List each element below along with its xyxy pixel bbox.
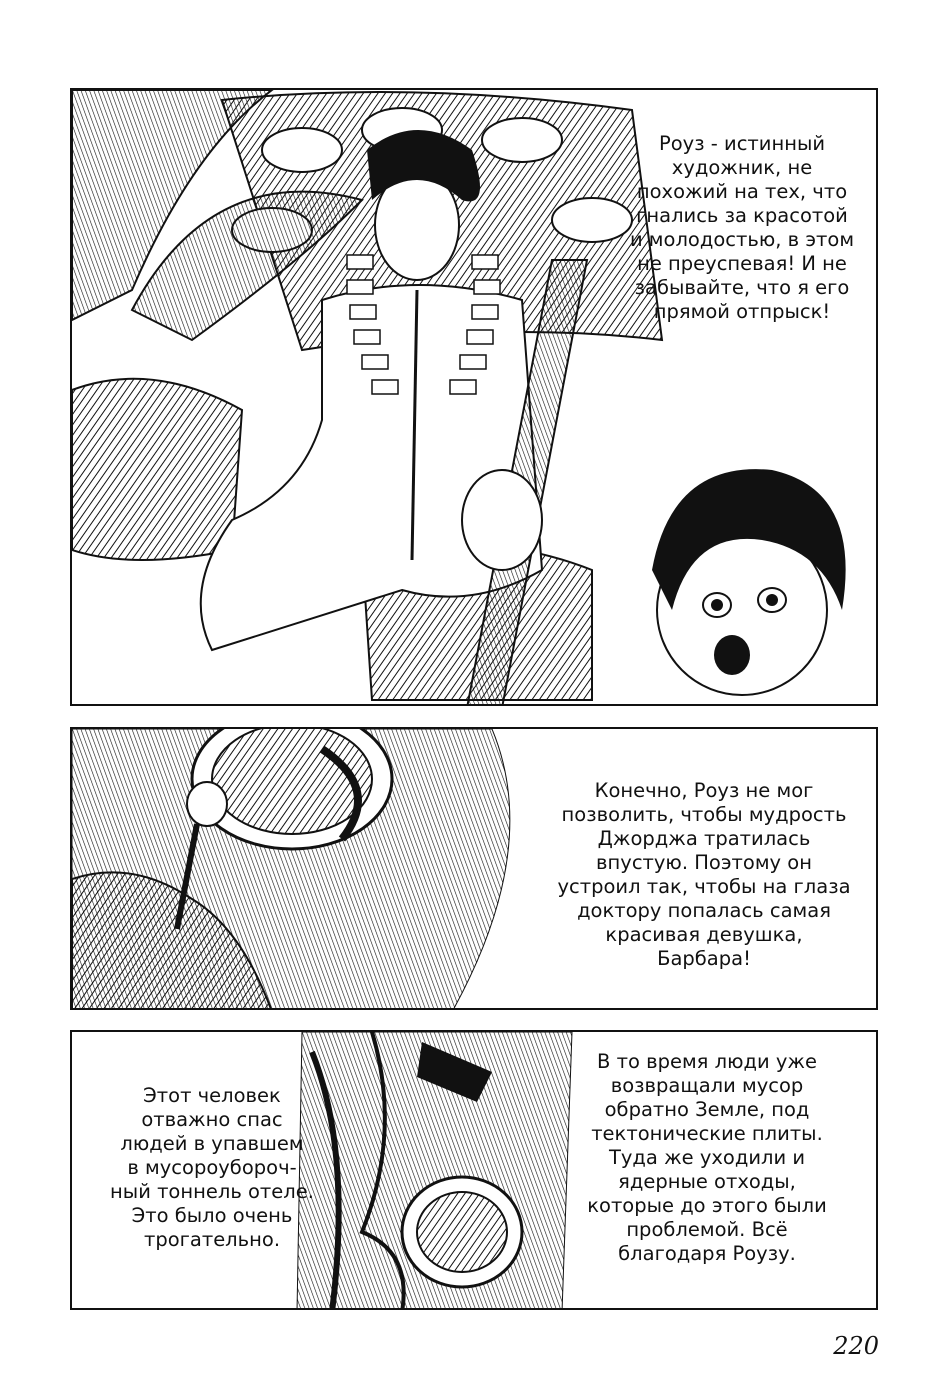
panel-3 <box>70 1030 878 1310</box>
narration-caption: Роуз - истинный художник, не похожий на тех, что гнались за красотой и молодостью, в этом не преуспевая! И не забывайте, что я его прямой отпрыск! <box>629 132 855 323</box>
narration-caption-right: В то время люди уже возвращали мусор обратно Земле, под тектонические плиты. Туда же уходили и ядерные отходы, которые до этого были проблемой. Всё благодаря Роузу. <box>587 1050 827 1265</box>
panel-2 <box>70 727 878 1010</box>
narration-caption: Конечно, Роуз не мог позволить, чтобы мудрость Джорджа тратилась впустую. Поэтому он устроил так, чтобы на глаза доктору попалась самая красивая девушка, Барбара! <box>557 779 851 970</box>
panel-1 <box>70 88 878 706</box>
page-number: 220 <box>833 1332 879 1360</box>
narration-caption-left: Этот человек отважно спас людей в упавшем в мусороуборoч- ный тоннель отеле. Это было очень трогательно. <box>110 1084 314 1251</box>
